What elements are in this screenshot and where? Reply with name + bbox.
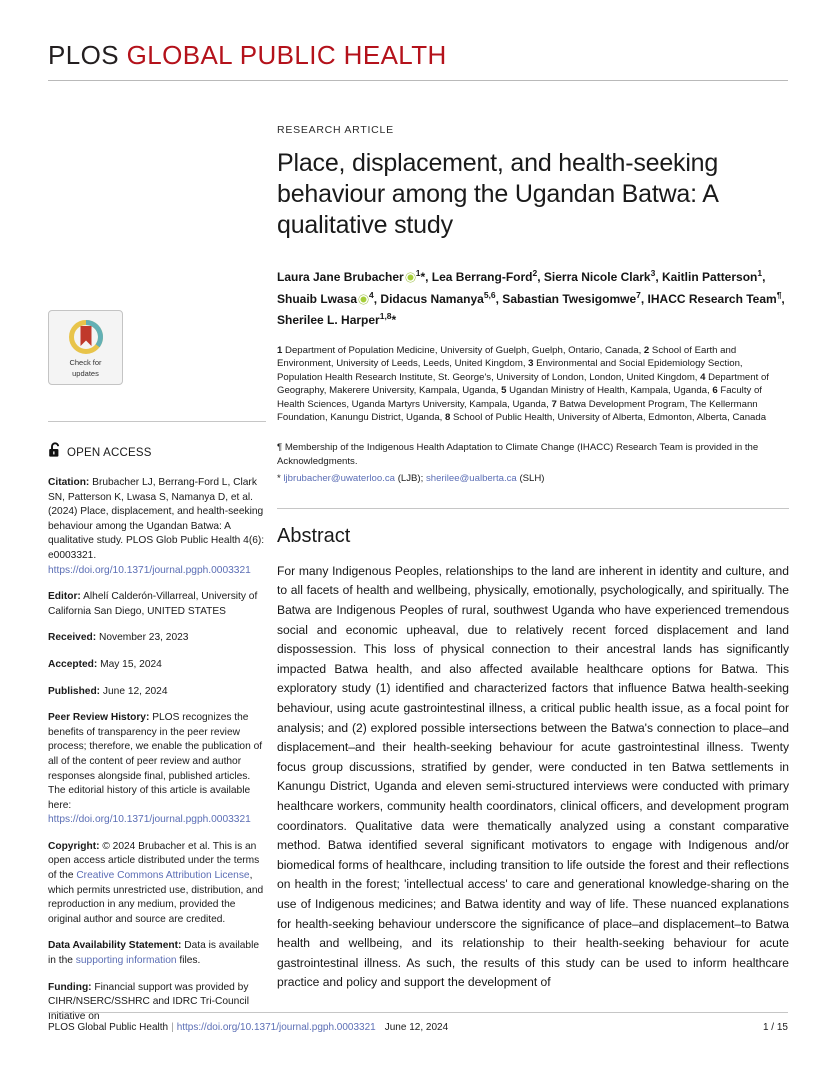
citation-label: Citation: [48, 477, 90, 488]
received-date: November 23, 2023 [96, 632, 189, 644]
logo-journal-text: GLOBAL PUBLIC HEALTH [126, 40, 447, 70]
data-availability-block [48, 939, 266, 968]
copyright-text-after: , which permits unrestricted use, distribution, and reproduction in any medium, provided the original author and source are credited. [48, 870, 264, 925]
citation-doi-link[interactable]: https://doi.org/10.1371/journal.pgph.0003321 [48, 564, 251, 576]
received-block [48, 631, 266, 646]
corresponding-tag-2: (SLH) [519, 473, 545, 485]
editor-label: Editor: [48, 591, 81, 603]
abstract-text: For many Indigenous Peoples, relationships to the land are inherent in identity and culture, and to all facets of health and wellbeing, physically, emotionally, psychologically, and spiritually. The Batwa are Indigenous Peoples of rural, southwest Uganda who have experienced tremendous social and economic upheaval, due to relatively recent forced displacement and land dispossession. This loss of physical connection to their ancestral lands has significantly impacted Batwa health, and also affected available healthcare options for Batwa. This exploratory study (1) identified and characterized factors that influence Batwa health-seeking behaviour, using acute gastrointestinal illness, a critical public health issue, as a focal point for analysis; and (2) explored possible intersections between the Batwa's connection to place–and displacement–and their health-seeking behaviour for acute gastrointestinal illness. Twenty focus group discussions, stratified by gender, were conducted in ten Batwa settlements in Kanungu District, Uganda and eleven semi-structured interviews were conducted with primary healthcare workers, community health coordinators, clinical officers, and development program coordinators. Qualitative data were thematically analyzed using a constant comparative method. Batwa identified several significant motivators to engage with Indigenous and/or biomedical forms of healthcare, including transition to life outside the forest and their reflections on health in the forest; 'intellectual access' to care and generational knowledge-sharing on the use of Indigenous medicines; and Batwa identity and way of life. These nuanced explanations for health-seeking behaviour underscore the significance of place–and displacement–to Batwa health and wellbeing, and its relationship to their health-seeking behaviour for acute gastrointestinal illness. As such, the results of this study can be used to inform healthcare practice and policy and support the development of [277, 563, 789, 990]
data-availability-label: Data Availability Statement: [48, 940, 182, 952]
corresponding-email-2[interactable]: sherilee@ualberta.ca [425, 473, 517, 485]
article-type-label: RESEARCH ARTICLE [277, 124, 394, 136]
article-content [277, 124, 789, 993]
masthead-divider [48, 80, 788, 81]
sidebar-divider [48, 421, 266, 422]
accepted-date: May 15, 2024 [97, 658, 162, 670]
supporting-information-link[interactable]: supporting information [75, 955, 177, 967]
membership-note: ¶ Membership of the Indigenous Health Adaptation to Climate Change (IHACC) Research Team is provided in the Acknowledgments. [277, 442, 759, 467]
accepted-block [48, 658, 266, 673]
crossmark-badge[interactable] [48, 310, 123, 385]
content-divider [277, 508, 789, 509]
funding-text: Financial support was provided by CIHR/NSERC/SSHRC and IDRC Tri-Council Initiative on [48, 981, 249, 1022]
footer-separator: | [171, 1022, 174, 1033]
copyright-label: Copyright: [48, 840, 100, 852]
footer-divider [48, 1012, 788, 1013]
footer-page-number: 1 / 15 [762, 1022, 788, 1033]
published-date: June 12, 2024 [100, 685, 168, 697]
accepted-label: Accepted: [48, 658, 98, 670]
logo-plos-text: PLOS [48, 40, 119, 70]
crossmark-icon [67, 318, 105, 356]
footer-doi-link[interactable]: https://doi.org/10.1371/journal.pgph.0003321 [176, 1022, 376, 1033]
masthead [48, 40, 788, 81]
journal-logo [48, 40, 788, 71]
data-availability-text-before: Data is available in the [48, 940, 260, 967]
received-label: Received: [48, 632, 97, 644]
open-access-label: OPEN ACCESS [67, 446, 152, 459]
cc-license-link[interactable]: Creative Commons Attribution License [76, 870, 250, 882]
sidebar [48, 310, 266, 1036]
page-title: Place, displacement, and health-seeking behaviour among the Ugandan Batwa: A qualitative study [277, 149, 719, 239]
footer-left [48, 1022, 448, 1033]
peer-review-block [48, 711, 266, 828]
published-label: Published: [48, 685, 101, 697]
corresponding-author-note [277, 472, 789, 486]
editor-text: Alhelí Calderón-Villarreal, University of California San Diego, UNITED STATES [48, 591, 258, 617]
peer-review-link[interactable]: https://doi.org/10.1371/journal.pgph.0003321 [48, 814, 251, 826]
peer-review-text: PLOS recognizes the benefits of transparency in the peer review process; therefore, we enable the publication of all of the content of peer review and author responses alongside final, published articles. The editorial history of this article is available here: [48, 712, 263, 811]
open-access-row [48, 442, 266, 463]
page-footer [48, 1012, 788, 1033]
corresponding-email-1[interactable]: ljbrubacher@uwaterloo.ca [283, 473, 396, 485]
citation-block [48, 476, 266, 578]
copyright-block [48, 840, 266, 928]
corresponding-star: * [277, 473, 281, 485]
footer-row [48, 1022, 788, 1033]
footer-journal-name: PLOS Global Public Health [48, 1022, 169, 1033]
citation-text: Brubacher LJ, Berrang-Ford L, Clark SN, Patterson K, Lwasa S, Namanya D, et al. (2024) Place, displacement, and health-seeking behaviour among the Ugandan Batwa: A qualitative study. PLOS Glob Public Health 4(6): e0003321. [48, 477, 265, 561]
crossmark-label-line1: Check for [69, 357, 102, 367]
footer-date: June 12, 2024 [384, 1022, 449, 1033]
affiliation-list: 1 Department of Population Medicine, University of Guelph, Guelph, Ontario, Canada, 2 School of Earth and Environment, University of Leeds, Leeds, United Kingdom, 3 Environmental and Social Epidemiology Section, Population Health Research Institute, St. George's, University of London, London, United Kingdom, 4 Department of Geography, Makerere University, Kampala, Uganda, 5 Ugandan Ministry of Health, Kampala, Uganda, 6 Faculty of Health Sciences, Uganda Martyrs University, Kampala, Uganda, 7 Batwa Development Program, The Kellermann Foundation, Kanungu District, Uganda, 8 School of Public Health, University of Alberta, Edmonton, Alberta, Canada [277, 344, 769, 424]
crossmark-label-line2: updates [72, 368, 99, 378]
editor-block [48, 590, 266, 619]
copyright-text-before: © 2024 Brubacher et al. This is an open access article distributed under the terms of the [48, 840, 260, 882]
corresponding-tag-1: (LJB); [397, 473, 424, 485]
published-block [48, 685, 266, 700]
peer-review-label: Peer Review History: [48, 712, 150, 724]
author-list: Laura Jane Brubacher $^1$*, Lea Berrang-Ford$^2$, Sierra Nicole Clark$^3$, Kaitlin Patterson$^1$, Shuaib Lwasa $^4$, Didacus Namanya$^{5,6}$, Sabastian Twesigomwe$^7$, IHACC Research Team¶, Sherilee L. Harper$^{1,8}$* [277, 268, 785, 327]
data-availability-text-after: files. [176, 955, 201, 967]
abstract-heading: Abstract [277, 524, 351, 547]
funding-label: Funding: [48, 981, 92, 993]
open-lock-icon [48, 442, 62, 463]
